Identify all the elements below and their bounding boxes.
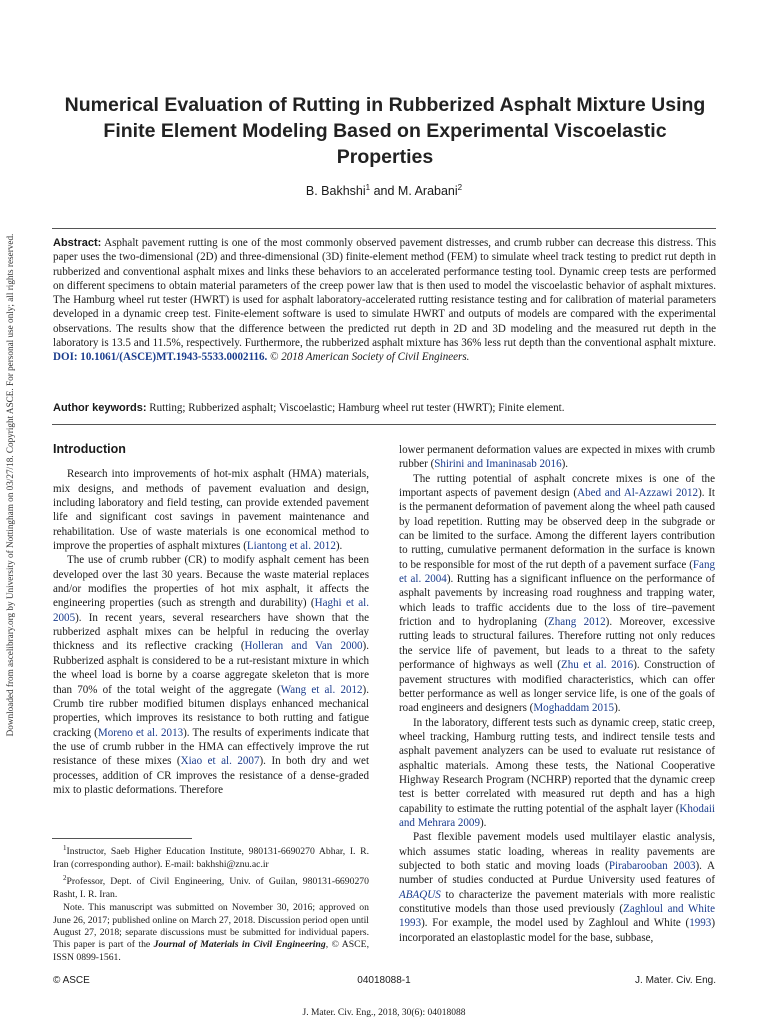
citation-link[interactable]: Haghi et al. 2005: [53, 597, 369, 624]
top-rule: [52, 228, 716, 229]
paragraph: Past flexible pavement models used multilayer elastic analysis, which assumes static loading, whereas in reality pavements are subjected to both static and moving loads (Pirabarooban 2003). A number of studies conducted at Purdue University used features of ABAQUS to characterize the pavement materials with more realistic constitutive models than those used previously (Zaghloul and White 1993). For example, the model used by Zaghloul and White (1993) incorporated an elastoplastic model for the base, subbase,: [399, 831, 715, 944]
download-notice: Downloaded from ascelibrary.org by University of Nottingham on 03/27/18. Copyright ASCE. For personal use only; all rights reserved.: [5, 233, 15, 737]
right-column: [399, 443, 715, 945]
author-keywords: Author keywords: Rutting; Rubberized asphalt; Viscoelastic; Hamburg wheel rut tester (HWRT); Finite element.: [53, 402, 565, 414]
citation-link[interactable]: Moreno et al. 2013: [97, 726, 184, 739]
citation-link[interactable]: Xiao et al. 2007: [180, 755, 260, 768]
paragraph: lower permanent deformation values are expected in mixes with crumb rubber (Shirini and Imaninasab 2016).: [399, 444, 715, 471]
citation-link[interactable]: ABAQUS: [399, 888, 441, 901]
footer-journal: J. Mater. Civ. Eng.: [635, 975, 716, 986]
paper-title: Numerical Evaluation of Rutting in Rubberized Asphalt Mixture Using Finite Element Modeling Based on Experimental Viscoelastic Properties: [64, 94, 706, 168]
citation-link[interactable]: Pirabarooban 2003: [608, 859, 696, 872]
section-heading: Introduction: [53, 442, 126, 456]
citation-link[interactable]: Zhu et al. 2016: [560, 659, 634, 672]
citation-link[interactable]: Khodaii and Mehrara 2009: [399, 802, 715, 829]
citation-link[interactable]: Abed and Al-Azzawi 2012: [577, 487, 699, 500]
doi-link[interactable]: DOI: 10.1061/(ASCE)MT.1943-5533.0002116.: [53, 351, 268, 364]
mid-rule: [52, 424, 716, 425]
author-1: B. Bakhshi: [305, 184, 366, 199]
citation-link[interactable]: Zaghloul and White 1993: [399, 903, 715, 930]
page-number: 04018088-1: [357, 975, 411, 986]
footer-publisher: © ASCE: [53, 975, 90, 986]
citation-link[interactable]: Wang et al. 2012: [280, 683, 363, 696]
left-column: [53, 440, 369, 797]
citation-link[interactable]: 1993: [689, 917, 712, 930]
footnote: Note. This manuscript was submitted on November 30, 2016; approved on June 26, 2017; published online on March 27, 2018. Discussion period open until August 27, 2018; separate discussions must be submitted for individual papers. This paper is part of the Journal of Materials in Civil Engineering, © ASCE, ISSN 0899-1561.: [53, 902, 369, 963]
footnote: $^2$Professor, Dept. of Civil Engineering, Univ. of Guilan, 980131-6690270 Rasht, I. R. Iran.: [53, 874, 369, 900]
paragraph: The use of crumb rubber (CR) to modify asphalt cement has been developed over the last 30 years. Because the waste material replaces and/or modifies the properties of hot mix asphalt, it affects the engineering properties (such as strength and durability) (Haghi et al. 2005). In recent years, several researchers have shown that the rubberized asphalt mixes can be helpful in reducing the overlay thickness and its reflective cracking (Holleran and Van 2000). Rubberized asphalt is considered to be a rut-resistant mixture in which the wheel load is borne by a coarse aggregate skeleton that is more than 70% of the total weight of the aggregate (Wang et al. 2012). Crumb tire rubber modified bitumen displays enhanced mechanical properties, which improves its resistance to both rutting and fatigue cracking (Moreno et al. 2013). The results of experiments indicate that the use of crumb rubber in the HMA can effectively improve the rut resistance of these mixes (Xiao et al. 2007). In both dry and wet processes, addition of CR improves the resistance of a dense-graded mix to plastic deformations. Therefore: [53, 554, 370, 796]
footnote: $^1$Instructor, Saeb Higher Education Institute, 980131-6690270 Abhar, I. R. Iran (corresponding author). E-mail: bakhshi@znu.ac.ir: [53, 844, 369, 870]
citation-link[interactable]: Zhang 2012: [548, 616, 606, 629]
paragraph: Research into improvements of hot-mix asphalt (HMA) materials, mix designs, and methods of pavement evaluation and design, including laboratory and field testing, can provide extended pavement life and significant cost savings in pavement maintenance and rehabilitation. Use of waste materials is one economical method to improve the properties of asphalt mixtures (Liantong et al. 2012).: [53, 468, 369, 553]
citation-line: J. Mater. Civ. Eng., 2018, 30(6): 04018088: [302, 1008, 466, 1018]
citation-link[interactable]: Holleran and Van 2000: [244, 640, 363, 653]
author-2: M. Arabani: [397, 184, 458, 199]
citation-link[interactable]: Fang et al. 2004: [399, 558, 715, 586]
abstract: Abstract: Asphalt pavement rutting is one of the most commonly observed pavement distresses, and crumb rubber can decrease this distress. This paper uses the two-dimensional (2D) and three-dimensional (3D) finite-element method (FEM) to simulate wheel track testing to predict rut depth in rubberized and conventional asphalt mixes and links these behaviors to an accelerated performance testing tool. Dynamic creep tests are performed on different specimens to obtain material parameters of the creep power law that is then used to model the viscoelastic behavior of asphalt mixtures. The Hamburg wheel rut tester (HWRT) is used for asphalt laboratory-accelerated rutting resistance testing and for calibration of material parameters developed in a dynamic creep test. Finite-element software is used to simulate HWRT and outputs of models are compared with the experimental observations. The results show that the difference between the predicted rut depth in 2D and 3D modeling and the measured rut depth in the laboratory is 13.5 and 11.5%, respectively. Furthermore, the rubberized asphalt mixture has 36% less rut depth than the conventional asphalt mixture. DOI: 10.1061/(ASCE)MT.1943-5533.0002116. © 2018 American Society of Civil Engineers.: [53, 237, 716, 364]
paragraph: The rutting potential of asphalt concrete mixes is one of the important aspects of pavement design (Abed and Al-Azzawi 2012). It is the permanent deformation of pavement along the wheel path caused by load repetition. Rutting may be observed deep in the subgrade or can be limited to the surface. Among the different layers contribution to rutting, cumulative permanent deformation in the surface is known to be responsible for most of the rut depth of a pavement surface (Fang et al. 2004). Rutting has a significant influence on the performance of asphalt pavements by increasing road roughness and trapping water, which leads to traffic accidents due to the loss of tire–pavement friction and to hydroplaning (Zhang 2012). Moreover, excessive rutting leads to structural failures. Therefore rutting not only reduces the service life of pavement, but leads to a threat to the safety performance of highways as well (Zhu et al. 2016). Construction of pavement structures with modified characteristics, which can offer better performance as well as longer service life, is one of the goals of road engineers and designers (Moghaddam 2015).: [399, 472, 716, 715]
footnotes: [53, 842, 369, 965]
authors: B. Bakhshi$^1$ and M. Arabani$^2$: [305, 183, 463, 199]
paragraph: In the laboratory, different tests such as dynamic creep, static creep, wheel tracking, Hamburg rutting tests, and indirect tensile tests and asphalt pavement analyzers can be used to evaluate rut resistance of asphaltic materials. Among these tests, the National Cooperative Highway Research Program (NCHRP) reported that the dynamic creep test is better correlated with measured rut depth and has a high capability to estimate the rutting potential of the asphalt layer (Khodaii and Mehrara 2009).: [399, 716, 715, 829]
citation-link[interactable]: Moghaddam 2015: [533, 702, 615, 715]
citation-link[interactable]: Liantong et al. 2012: [246, 540, 336, 553]
abstract-label: Abstract:: [53, 237, 102, 249]
footnote-rule: [52, 838, 192, 839]
citation-link[interactable]: Shirini and Imaninasab 2016: [434, 458, 562, 471]
